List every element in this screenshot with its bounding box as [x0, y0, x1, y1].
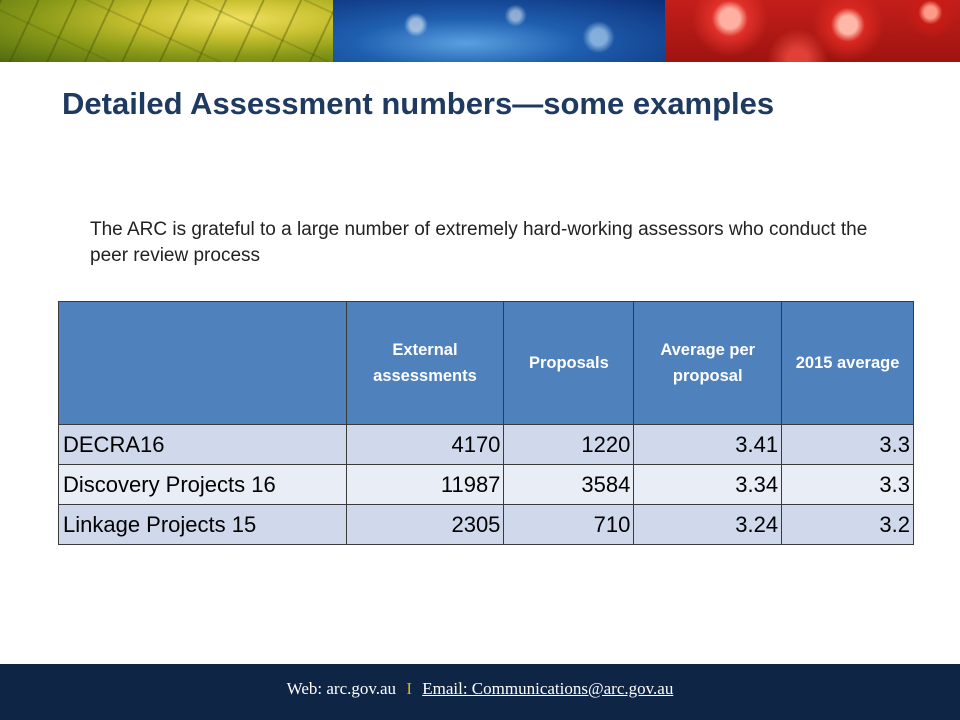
footer-web-link[interactable]: Web: arc.gov.au — [286, 679, 397, 698]
intro-text: The ARC is grateful to a large number of extremely hard-working assessors who conduct the peer review process — [90, 219, 868, 266]
header-banner — [0, 0, 960, 62]
cell-2015-average: 3.3 — [782, 465, 914, 505]
table-row — [59, 505, 914, 545]
cell-scheme: Discovery Projects 16 — [59, 465, 347, 505]
slide-title: Detailed Assessment numbers—some examples — [62, 86, 775, 121]
header-external-assessments: External assessments — [346, 302, 504, 425]
footer-bar — [0, 664, 960, 720]
cell-average-per-proposal: 3.34 — [634, 465, 782, 505]
red-cells-image — [665, 0, 960, 62]
cell-proposals: 710 — [504, 505, 634, 545]
cell-proposals: 3584 — [504, 465, 634, 505]
table-row — [59, 425, 914, 465]
assessment-table — [58, 301, 914, 545]
cell-2015-average: 3.3 — [782, 425, 914, 465]
cell-scheme: Linkage Projects 15 — [59, 505, 347, 545]
footer-contact — [0, 679, 960, 699]
footer-separator: I — [406, 679, 412, 698]
header-average-per-proposal: Average per proposal — [634, 302, 782, 425]
cell-external-assessments: 2305 — [346, 505, 504, 545]
cell-average-per-proposal: 3.41 — [634, 425, 782, 465]
cell-scheme: DECRA16 — [59, 425, 347, 465]
table-row — [59, 465, 914, 505]
header-2015-average: 2015 average — [782, 302, 914, 425]
leaf-image — [0, 0, 333, 62]
cell-external-assessments: 4170 — [346, 425, 504, 465]
cell-2015-average: 3.2 — [782, 505, 914, 545]
cell-external-assessments: 11987 — [346, 465, 504, 505]
cell-average-per-proposal: 3.24 — [634, 505, 782, 545]
header-scheme — [59, 302, 347, 425]
header-proposals: Proposals — [504, 302, 634, 425]
cell-proposals: 1220 — [504, 425, 634, 465]
water-image — [333, 0, 665, 62]
table-header-row — [59, 302, 914, 425]
footer-email-link[interactable]: Email: Communications@arc.gov.au — [422, 679, 674, 698]
